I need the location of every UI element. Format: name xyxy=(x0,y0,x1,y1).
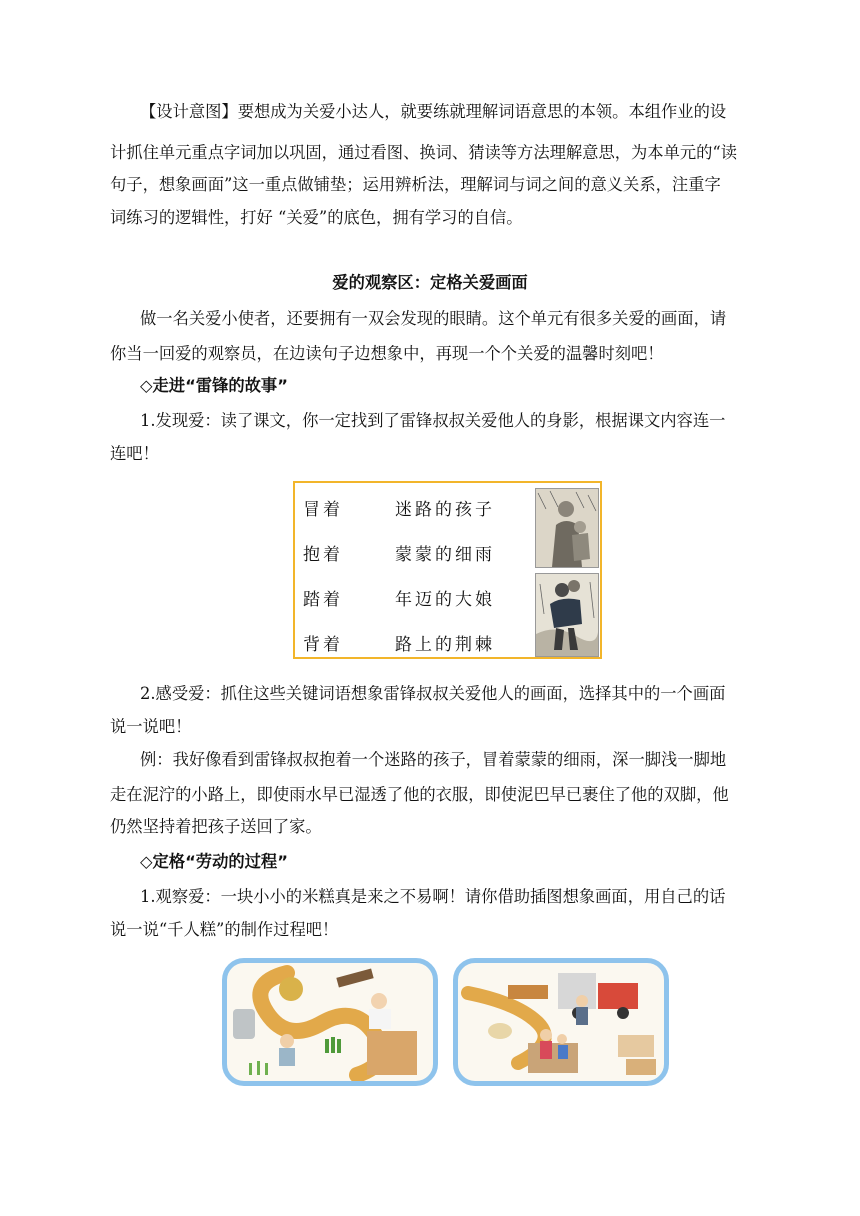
rice-cake-process-illustration-1 xyxy=(222,958,438,1086)
part1-heading: ◇走进“雷锋的故事” xyxy=(140,376,288,395)
design-intent-line-4: 词练习的逻辑性，打好 “关爱”的底色，拥有学习的自信。 xyxy=(110,208,523,227)
design-intent-line-3: 句子，想象画面”这一重点做铺垫；运用辨析法，理解词与词之间的意义关系，注重字 xyxy=(110,175,721,194)
example-line-2: 走在泥泞的小路上，即使雨水早已湿透了他的衣服，即使泥巴早已裹住了他的双脚，他 xyxy=(110,785,729,804)
part1-q1-line-1: 1.发现爱：读了课文，你一定找到了雷锋叔叔关爱他人的身影，根据课文内容连一 xyxy=(140,411,726,430)
part2-q1-line-2: 说一说“千人糕”的制作过程吧！ xyxy=(110,920,339,939)
rice-cake-process-illustration-2 xyxy=(453,958,669,1086)
lei-feng-carrying-illustration xyxy=(535,573,599,657)
example-line-3: 仍然坚持着把孩子送回了家。 xyxy=(110,817,322,836)
part1-q2-line-1: 2.感受爱：抓住这些关键词语想象雷锋叔叔关爱他人的画面，选择其中的一个画面 xyxy=(140,684,726,703)
verb-item[interactable]: 冒着 xyxy=(303,500,343,520)
object-item[interactable]: 路上的荆棘 xyxy=(395,635,495,655)
lei-feng-rain-illustration xyxy=(535,488,599,568)
design-intent-line-2: 计抓住单元重点字词加以巩固，通过看图、换词、猜读等方法理解意思，为本单元的“读 xyxy=(110,143,738,162)
verb-item[interactable]: 踏着 xyxy=(303,590,343,610)
part2-q1-line-1: 1.观察爱：一块小小的米糕真是来之不易啊！请你借助插图想象画面，用自己的话 xyxy=(140,887,726,906)
part1-q2-line-2: 说一说吧！ xyxy=(110,717,192,736)
verb-item[interactable]: 抱着 xyxy=(303,545,343,565)
part2-heading: ◇定格“劳动的过程” xyxy=(140,852,288,871)
section-title: 爱的观察区：定格关爱画面 xyxy=(332,273,528,292)
part1-q1-line-2: 连吧！ xyxy=(110,444,159,463)
verb-item[interactable]: 背着 xyxy=(303,635,343,655)
object-item[interactable]: 年迈的大娘 xyxy=(395,590,495,610)
section-intro-line-1: 做一名关爱小使者，还要拥有一双会发现的眼睛。这个单元有很多关爱的画面，请 xyxy=(140,309,727,328)
example-line-1: 例：我好像看到雷锋叔叔抱着一个迷路的孩子，冒着蒙蒙的细雨，深一脚浅一脚地 xyxy=(140,750,727,769)
word-matching-box xyxy=(293,481,602,659)
section-intro-line-2: 你当一回爱的观察员，在边读句子边想象中，再现一个个关爱的温馨时刻吧！ xyxy=(110,344,664,363)
object-item[interactable]: 蒙蒙的细雨 xyxy=(395,545,495,565)
design-intent-line-1: 【设计意图】要想成为关爱小达人，就要练就理解词语意思的本领。本组作业的设 xyxy=(140,102,727,121)
object-item[interactable]: 迷路的孩子 xyxy=(395,500,495,520)
